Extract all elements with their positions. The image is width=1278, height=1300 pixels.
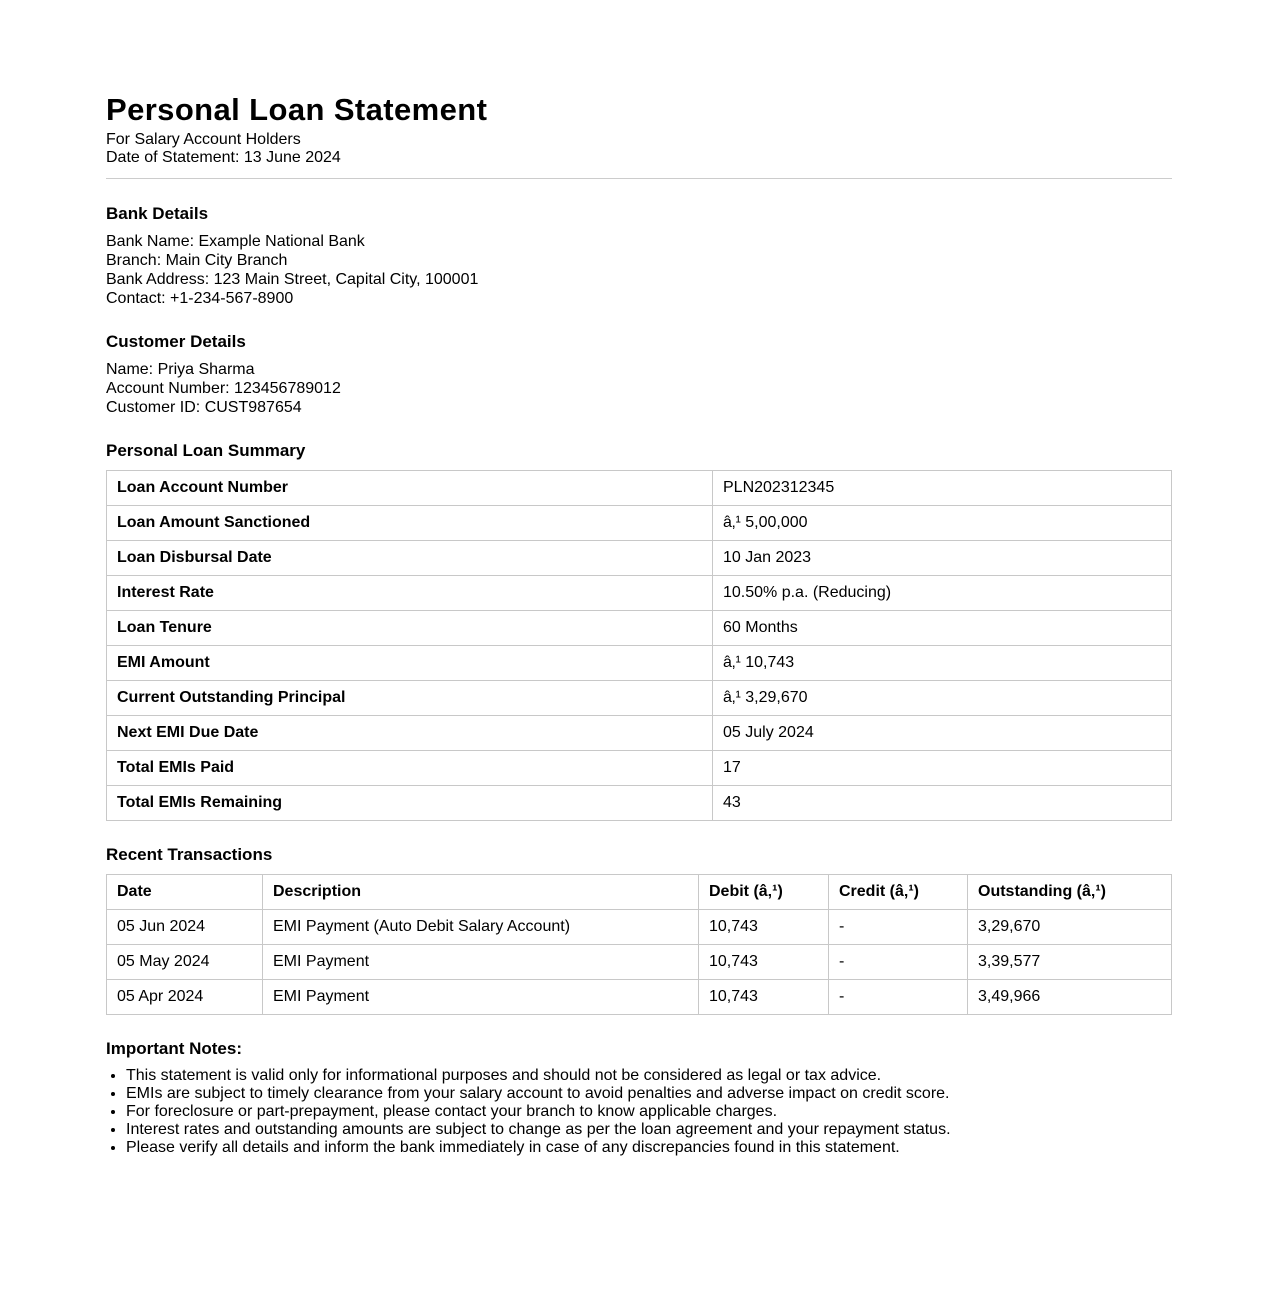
summary-row <box>107 471 1172 506</box>
summary-label: Total EMIs Remaining <box>107 786 713 821</box>
summary-label: Loan Account Number <box>107 471 713 506</box>
list-item: • Interest rates and outstanding amounts are subject to change as per the loan agreement and your repayment status. <box>126 1121 1172 1139</box>
column-header-debit: Debit (â‚¹) <box>699 875 829 910</box>
transactions-heading: Recent Transactions <box>106 845 273 864</box>
list-item: • This statement is valid only for informational purposes and should not be considered as legal or tax advice. <box>126 1067 1172 1085</box>
customer-details-section <box>106 332 1172 417</box>
customer-name: Name: Priya Sharma <box>106 361 255 378</box>
page-title: Personal Loan Statement <box>106 92 488 127</box>
cell-credit: - <box>829 910 968 945</box>
column-header-credit: Credit (â‚¹) <box>829 875 968 910</box>
column-header-date: Date <box>107 875 263 910</box>
cell-date: 05 Jun 2024 <box>107 910 263 945</box>
summary-value: PLN202312345 <box>713 471 1172 506</box>
summary-row <box>107 681 1172 716</box>
cell-description: EMI Payment (Auto Debit Salary Account) <box>263 910 699 945</box>
cell-credit: - <box>829 980 968 1015</box>
notes-heading: Important Notes: <box>106 1039 242 1058</box>
bank-address: Bank Address: 123 Main Street, Capital City, 100001 <box>106 271 479 288</box>
cell-outstanding: 3,39,577 <box>968 945 1172 980</box>
loan-summary-table <box>106 470 1172 821</box>
header-divider <box>106 178 1172 179</box>
summary-value: 17 <box>713 751 1172 786</box>
summary-label: Total EMIs Paid <box>107 751 713 786</box>
summary-label: EMI Amount <box>107 646 713 681</box>
column-header-outstanding: Outstanding (â‚¹) <box>968 875 1172 910</box>
summary-row <box>107 576 1172 611</box>
bank-name: Bank Name: Example National Bank <box>106 233 365 250</box>
notes-section <box>106 1039 1172 1157</box>
list-item: • EMIs are subject to timely clearance from your salary account to avoid penalties and adverse impact on credit score. <box>126 1085 1172 1103</box>
summary-label: Current Outstanding Principal <box>107 681 713 716</box>
summary-row <box>107 751 1172 786</box>
customer-id: Customer ID: CUST987654 <box>106 399 302 416</box>
loan-summary-heading: Personal Loan Summary <box>106 441 306 460</box>
summary-row <box>107 611 1172 646</box>
cell-debit: 10,743 <box>699 980 829 1015</box>
customer-details-heading: Customer Details <box>106 332 246 351</box>
summary-label: Next EMI Due Date <box>107 716 713 751</box>
column-header-description: Description <box>263 875 699 910</box>
summary-value: â‚¹ 5,00,000 <box>713 506 1172 541</box>
cell-credit: - <box>829 945 968 980</box>
summary-label: Interest Rate <box>107 576 713 611</box>
table-row <box>107 980 1172 1015</box>
summary-row <box>107 541 1172 576</box>
summary-label: Loan Amount Sanctioned <box>107 506 713 541</box>
transactions-header-row <box>107 875 1172 910</box>
bank-details-heading: Bank Details <box>106 204 209 223</box>
bank-branch: Branch: Main City Branch <box>106 252 288 269</box>
summary-row <box>107 646 1172 681</box>
bank-details-block <box>106 232 1172 308</box>
bank-contact: Contact: +1-234-567-8900 <box>106 290 294 307</box>
summary-row <box>107 506 1172 541</box>
cell-debit: 10,743 <box>699 910 829 945</box>
transactions-table <box>106 874 1172 1015</box>
table-row <box>107 910 1172 945</box>
notes-list <box>106 1067 1172 1157</box>
cell-description: EMI Payment <box>263 980 699 1015</box>
page-subtitle: For Salary Account Holders <box>106 131 301 148</box>
cell-debit: 10,743 <box>699 945 829 980</box>
summary-value: 05 July 2024 <box>713 716 1172 751</box>
summary-label: Loan Tenure <box>107 611 713 646</box>
summary-row <box>107 716 1172 751</box>
cell-outstanding: 3,29,670 <box>968 910 1172 945</box>
cell-outstanding: 3,49,966 <box>968 980 1172 1015</box>
summary-label: Loan Disbursal Date <box>107 541 713 576</box>
summary-value: 60 Months <box>713 611 1172 646</box>
bank-details-section <box>106 204 1172 308</box>
summary-value: 10 Jan 2023 <box>713 541 1172 576</box>
summary-value: 43 <box>713 786 1172 821</box>
cell-description: EMI Payment <box>263 945 699 980</box>
customer-details-block <box>106 360 1172 417</box>
table-row <box>107 945 1172 980</box>
summary-value: â‚¹ 10,743 <box>713 646 1172 681</box>
customer-account-number: Account Number: 123456789012 <box>106 380 341 397</box>
summary-row <box>107 786 1172 821</box>
statement-date: Date of Statement: 13 June 2024 <box>106 149 341 166</box>
transactions-section <box>106 845 1172 1015</box>
list-item: • Please verify all details and inform the bank immediately in case of any discrepancies found in this statement. <box>126 1139 1172 1157</box>
cell-date: 05 Apr 2024 <box>107 980 263 1015</box>
summary-value: â‚¹ 3,29,670 <box>713 681 1172 716</box>
summary-value: 10.50% p.a. (Reducing) <box>713 576 1172 611</box>
list-item: • For foreclosure or part-prepayment, please contact your branch to know applicable charges. <box>126 1103 1172 1121</box>
cell-date: 05 May 2024 <box>107 945 263 980</box>
loan-summary-section <box>106 441 1172 821</box>
